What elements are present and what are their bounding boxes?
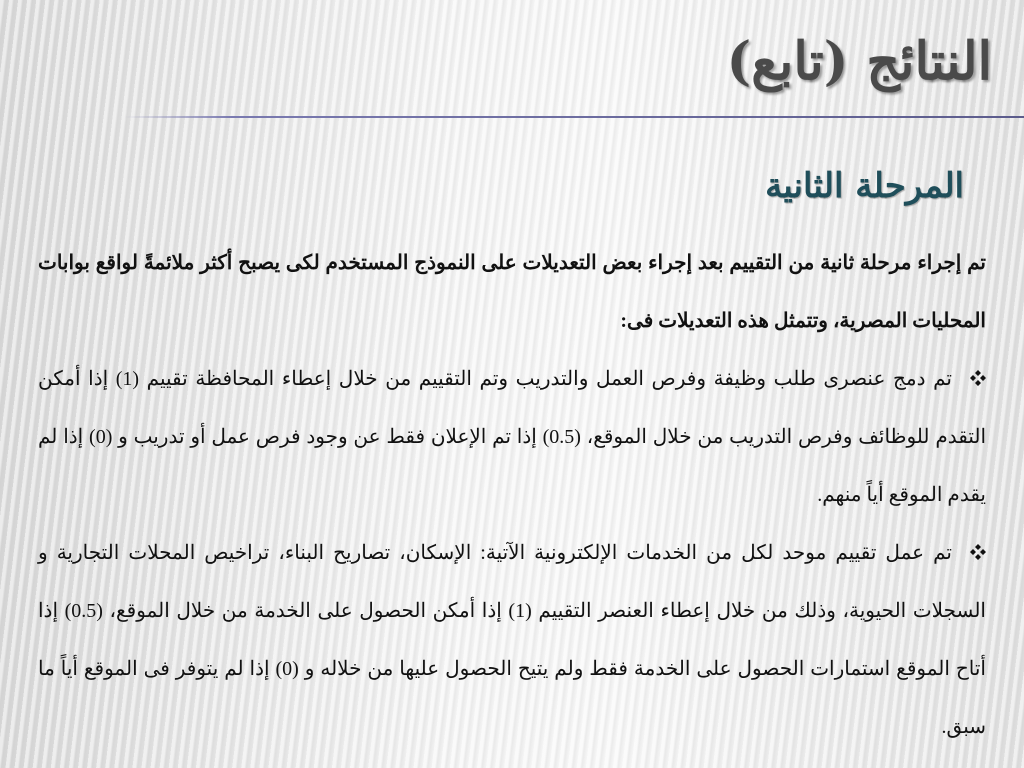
bullet-item-2 [38, 524, 986, 756]
intro-paragraph: تم إجراء مرحلة ثانية من التقييم بعد إجراء بعض التعديلات على النموذج المستخدم لكى يصبح أكثر ملائمةً لواقع بوابات المحليات المصرية، وتتمثل هذه التعديلات فى: [38, 252, 986, 332]
slide-title: النتائج (تابع) [726, 31, 992, 92]
bullet-text-1: تم دمج عنصرى طلب وظيفة وفرص العمل والتدريب وتم التقييم من خلال إعطاء المحافظة تقييم (1) إذا أمكن التقدم للوظائف وفرص التدريب من خلال الموقع، (0.5) إذا تم الإعلان فقط عن وجود فرص عمل أو تدريب و (0) إذا لم يقدم الموقع أياً منهم. [38, 368, 986, 506]
slide-body [38, 234, 986, 756]
bullet-text-2: تم عمل تقييم موحد لكل من الخدمات الإلكترونية الآتية: الإسكان، تصاريح البناء، تراخيص المحلات التجارية و السجلات الحيوية، وذلك من خلال إعطاء العنصر التقييم (1) إذا أمكن الحصول على الخدمة من خلال الموقع، (0.5) إذا أتاح الموقع استمارات الحصول على الخدمة فقط ولم يتيح الحصول عليها من خلاله و (0) إذا لم يتوفر فى الموقع أياً ما سبق. [38, 542, 986, 738]
four-diamond-bullet-icon [970, 544, 986, 560]
section-subtitle: المرحلة الثانية [765, 166, 964, 206]
bullet-item-1 [38, 350, 986, 524]
title-divider [124, 116, 1024, 118]
four-diamond-bullet-icon [970, 370, 986, 386]
